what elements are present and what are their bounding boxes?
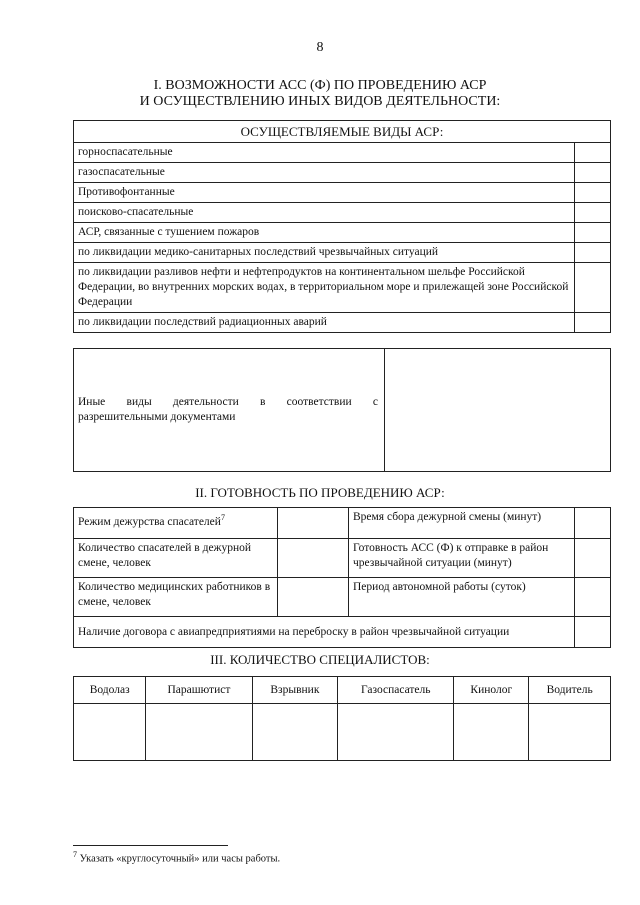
asr-type-row: АСР, связанные с тушением пожаров (74, 223, 575, 243)
asr-type-mark-cell[interactable] (575, 203, 611, 223)
section1-title-line1: I. ВОЗМОЖНОСТИ АСС (Ф) ПО ПРОВЕДЕНИЮ АСР (153, 78, 487, 93)
specialist-count-cell[interactable] (146, 704, 252, 761)
specialist-count-cell[interactable] (74, 704, 146, 761)
asr-type-row: по ликвидации разливов нефти и нефтепродуктов на континентальном шельфе Российской Федерации, во внутренних морских водах, в территориальном море и прилежащей зоне Российской Федерации (74, 263, 575, 313)
specialist-count-cell[interactable] (529, 704, 611, 761)
specialist-column-header: Взрывник (252, 677, 338, 704)
asr-type-row: по ликвидации последствий радиационных аварий (74, 313, 575, 333)
other-activities-table (73, 348, 611, 472)
duty-mode-value[interactable] (278, 508, 349, 539)
footnote-number: 7 (73, 850, 77, 859)
readiness-table (73, 507, 611, 648)
specialist-column-header: Кинолог (454, 677, 529, 704)
footnote-ref: 7 (220, 513, 225, 522)
medics-count-value[interactable] (278, 578, 349, 617)
specialist-column-header: Водолаз (74, 677, 146, 704)
footnote-text: Указать «круглосуточный» или часы работы. (77, 853, 281, 865)
footnote (73, 850, 280, 865)
gathering-time-value[interactable] (575, 508, 611, 539)
gathering-time-label: Время сбора дежурной смены (минут) (349, 508, 575, 539)
autonomy-label: Период автономной работы (суток) (349, 578, 575, 617)
autonomy-value[interactable] (575, 578, 611, 617)
specialist-count-cell[interactable] (252, 704, 338, 761)
asr-type-mark-cell[interactable] (575, 143, 611, 163)
other-activities-value-cell[interactable] (385, 349, 611, 472)
asr-type-mark-cell[interactable] (575, 313, 611, 333)
section3-title: III. КОЛИЧЕСТВО СПЕЦИАЛИСТОВ: (210, 652, 430, 667)
asr-type-row: поисково-спасательные (74, 203, 575, 223)
page-number: 8 (316, 40, 324, 55)
specialist-count-cell[interactable] (454, 704, 529, 761)
specialist-column-header: Водитель (529, 677, 611, 704)
asr-type-row: Противофонтанные (74, 183, 575, 203)
specialist-count-cell[interactable] (338, 704, 454, 761)
section1-title-line2: И ОСУЩЕСТВЛЕНИЮ ИНЫХ ВИДОВ ДЕЯТЕЛЬНОСТИ: (139, 94, 501, 109)
footnote-divider (73, 845, 228, 846)
asr-type-row: горноспасательные (74, 143, 575, 163)
medics-count-label: Количество медицинских работников в смене, человек (74, 578, 278, 617)
contract-value[interactable] (575, 617, 611, 648)
section2-title: II. ГОТОВНОСТЬ ПО ПРОВЕДЕНИЮ АСР: (195, 485, 445, 500)
rescuers-count-label: Количество спасателей в дежурной смене, человек (74, 539, 278, 578)
other-activities-label: Иные виды деятельности в соответствии с разрешительными документами (74, 349, 385, 472)
asr-type-mark-cell[interactable] (575, 183, 611, 203)
readiness-label: Готовность АСС (Ф) к отправке в район чрезвычайной ситуации (минут) (349, 539, 575, 578)
asr-type-mark-cell[interactable] (575, 243, 611, 263)
specialist-column-header: Парашютист (146, 677, 252, 704)
asr-type-mark-cell[interactable] (575, 263, 611, 313)
contract-label: Наличие договора с авиапредприятиями на переброску в район чрезвычайной ситуации (74, 617, 575, 648)
asr-type-row: по ликвидации медико-санитарных последствий чрезвычайных ситуаций (74, 243, 575, 263)
asr-type-row: газоспасательные (74, 163, 575, 183)
specialist-column-header: Газоспасатель (338, 677, 454, 704)
readiness-value[interactable] (575, 539, 611, 578)
asr-type-mark-cell[interactable] (575, 163, 611, 183)
duty-mode-label: Режим дежурства спасателей$^7$ (74, 508, 278, 539)
specialists-table (73, 676, 611, 761)
section1-title (0, 78, 640, 110)
asr-types-table (73, 120, 611, 333)
rescuers-count-value[interactable] (278, 539, 349, 578)
asr-type-mark-cell[interactable] (575, 223, 611, 243)
asr-types-header: ОСУЩЕСТВЛЯЕМЫЕ ВИДЫ АСР: (74, 121, 611, 143)
